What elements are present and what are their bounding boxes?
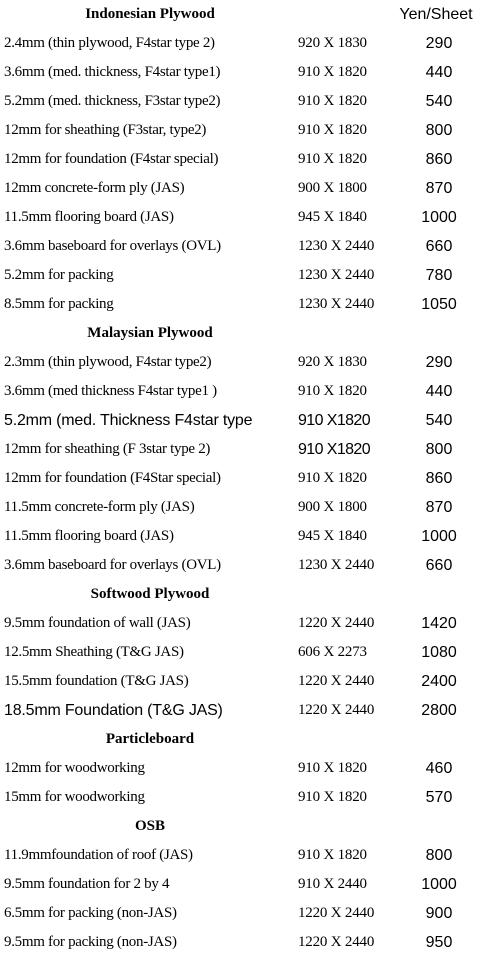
price-value: 660 xyxy=(425,238,453,255)
table-row xyxy=(0,232,480,261)
sheet-size: 945 X 1840 xyxy=(298,209,367,225)
product-description: 9.5mm for packing (non-JAS) xyxy=(4,934,177,950)
price-value: 1050 xyxy=(421,296,457,313)
sheet-size: 910 X 1820 xyxy=(298,760,367,776)
section-header-row xyxy=(0,319,480,348)
product-description: 12.5mm Sheathing (T&G JAS) xyxy=(4,644,184,660)
table-row xyxy=(0,696,480,725)
product-description: 3.6mm baseboard for overlays (OVL) xyxy=(4,238,221,254)
section-title: OSB xyxy=(134,818,165,834)
table-row xyxy=(0,667,480,696)
price-value: 800 xyxy=(425,847,453,864)
table-row xyxy=(0,754,480,783)
table-row xyxy=(0,145,480,174)
price-value: 900 xyxy=(425,905,453,922)
sheet-size: 910 X1820 xyxy=(298,441,371,458)
price-value: 2400 xyxy=(421,673,457,690)
product-description: 11.5mm flooring board (JAS) xyxy=(4,209,174,225)
sheet-size: 910 X 1820 xyxy=(298,847,367,863)
sheet-size: 606 X 2273 xyxy=(298,644,367,660)
product-description: 8.5mm for packing xyxy=(4,296,114,312)
price-value: 860 xyxy=(425,151,453,168)
sheet-size: 910 X 1820 xyxy=(298,383,367,399)
table-row xyxy=(0,261,480,290)
product-description: 15.5mm foundation (T&G JAS) xyxy=(4,673,189,689)
price-value: 540 xyxy=(425,93,453,110)
section-title: Malaysian Plywood xyxy=(87,325,213,341)
table-row xyxy=(0,435,480,464)
price-value: 1080 xyxy=(421,644,457,661)
sheet-size: 910 X 1820 xyxy=(298,64,367,80)
table-row xyxy=(0,116,480,145)
price-value: 860 xyxy=(425,470,453,487)
sheet-size: 1220 X 2440 xyxy=(298,673,375,689)
sheet-size: 1230 X 2440 xyxy=(298,267,375,283)
price-value: 290 xyxy=(425,35,453,52)
table-row xyxy=(0,551,480,580)
product-description: 9.5mm foundation for 2 by 4 xyxy=(4,876,170,892)
sheet-size: 1220 X 2440 xyxy=(298,905,375,921)
sheet-size: 1230 X 2440 xyxy=(298,296,375,312)
product-description: 12mm concrete-form ply (JAS) xyxy=(4,180,185,196)
sheet-size: 910 X 1820 xyxy=(298,93,367,109)
product-description: 15mm for woodworking xyxy=(4,789,145,805)
table-row xyxy=(0,29,480,58)
price-value: 1000 xyxy=(421,209,457,226)
table-row xyxy=(0,174,480,203)
product-description: 11.9mmfoundation of roof (JAS) xyxy=(4,847,193,863)
section-header-row xyxy=(0,812,480,841)
price-value: 780 xyxy=(425,267,453,284)
table-row xyxy=(0,522,480,551)
table-row xyxy=(0,899,480,928)
table-row xyxy=(0,870,480,899)
product-description: 12mm for foundation (F4Star special) xyxy=(4,470,221,486)
product-description: 18.5mm Foundation (T&G JAS) xyxy=(4,702,223,719)
price-value: 1000 xyxy=(421,528,457,545)
price-value: 290 xyxy=(425,354,453,371)
product-description: 3.6mm baseboard for overlays (OVL) xyxy=(4,557,221,573)
table-row xyxy=(0,203,480,232)
header-row xyxy=(0,0,480,29)
product-description: 3.6mm (med. thickness, F4star type1) xyxy=(4,64,221,80)
section-title: Indonesian Plywood xyxy=(85,6,215,22)
sheet-size: 920 X 1830 xyxy=(298,35,367,51)
sheet-size: 910 X 2440 xyxy=(298,876,367,892)
table-row xyxy=(0,406,480,435)
product-description: 12mm for foundation (F4star special) xyxy=(4,151,219,167)
price-value: 440 xyxy=(425,383,453,400)
price-value: 660 xyxy=(425,557,453,574)
sheet-size: 910 X1820 xyxy=(298,412,371,429)
price-value: 800 xyxy=(425,441,453,458)
sheet-size: 910 X 1820 xyxy=(298,122,367,138)
price-value: 950 xyxy=(425,934,453,951)
table-row xyxy=(0,290,480,319)
product-description: 12mm for sheathing (F 3star type 2) xyxy=(4,441,211,457)
price-value: 1420 xyxy=(421,615,457,632)
sheet-size: 1220 X 2440 xyxy=(298,615,375,631)
table-row xyxy=(0,377,480,406)
sheet-size: 1230 X 2440 xyxy=(298,238,375,254)
sheet-size: 1220 X 2440 xyxy=(298,934,375,950)
product-description: 11.5mm concrete-form ply (JAS) xyxy=(4,499,195,515)
sheet-size: 900 X 1800 xyxy=(298,499,367,515)
section-header-row xyxy=(0,725,480,754)
table-row xyxy=(0,928,480,957)
table-row xyxy=(0,609,480,638)
table-row xyxy=(0,87,480,116)
price-value: 440 xyxy=(425,64,453,81)
product-description: 2.4mm (thin plywood, F4star type 2) xyxy=(4,35,215,51)
sheet-size: 945 X 1840 xyxy=(298,528,367,544)
product-description: 2.3mm (thin plywood, F4star type2) xyxy=(4,354,212,370)
section-title: Particleboard xyxy=(105,731,195,747)
table-row xyxy=(0,493,480,522)
price-value: 870 xyxy=(425,180,453,197)
product-description: 12mm for woodworking xyxy=(4,760,145,776)
table-row xyxy=(0,783,480,812)
sheet-size: 1220 X 2440 xyxy=(298,702,375,718)
section-title: Softwood Plywood xyxy=(90,586,210,602)
product-description: 5.2mm (med. thickness, F3star type2) xyxy=(4,93,221,109)
sheet-size: 1230 X 2440 xyxy=(298,557,375,573)
price-value: 570 xyxy=(425,789,453,806)
product-description: 9.5mm foundation of wall (JAS) xyxy=(4,615,191,631)
price-value: 800 xyxy=(425,122,453,139)
sheet-size: 910 X 1820 xyxy=(298,470,367,486)
product-description: 11.5mm flooring board (JAS) xyxy=(4,528,174,544)
product-description: 6.5mm for packing (non-JAS) xyxy=(4,905,177,921)
sheet-size: 900 X 1800 xyxy=(298,180,367,196)
price-unit-header: Yen/Sheet xyxy=(399,6,473,23)
price-value: 2800 xyxy=(421,702,457,719)
price-value: 540 xyxy=(425,412,453,429)
product-description: 12mm for sheathing (F3star, type2) xyxy=(4,122,207,138)
product-description: 3.6mm (med thickness F4star type1 ) xyxy=(4,383,217,399)
product-description: 5.2mm for packing xyxy=(4,267,114,283)
table-row xyxy=(0,464,480,493)
sheet-size: 910 X 1820 xyxy=(298,789,367,805)
price-value: 1000 xyxy=(421,876,457,893)
price-value: 460 xyxy=(425,760,453,777)
table-row xyxy=(0,841,480,870)
sheet-size: 920 X 1830 xyxy=(298,354,367,370)
table-row xyxy=(0,348,480,377)
table-row xyxy=(0,638,480,667)
section-header-row xyxy=(0,580,480,609)
table-row xyxy=(0,58,480,87)
product-description: 5.2mm (med. Thickness F4star type xyxy=(4,412,253,429)
sheet-size: 910 X 1820 xyxy=(298,151,367,167)
price-value: 870 xyxy=(425,499,453,516)
